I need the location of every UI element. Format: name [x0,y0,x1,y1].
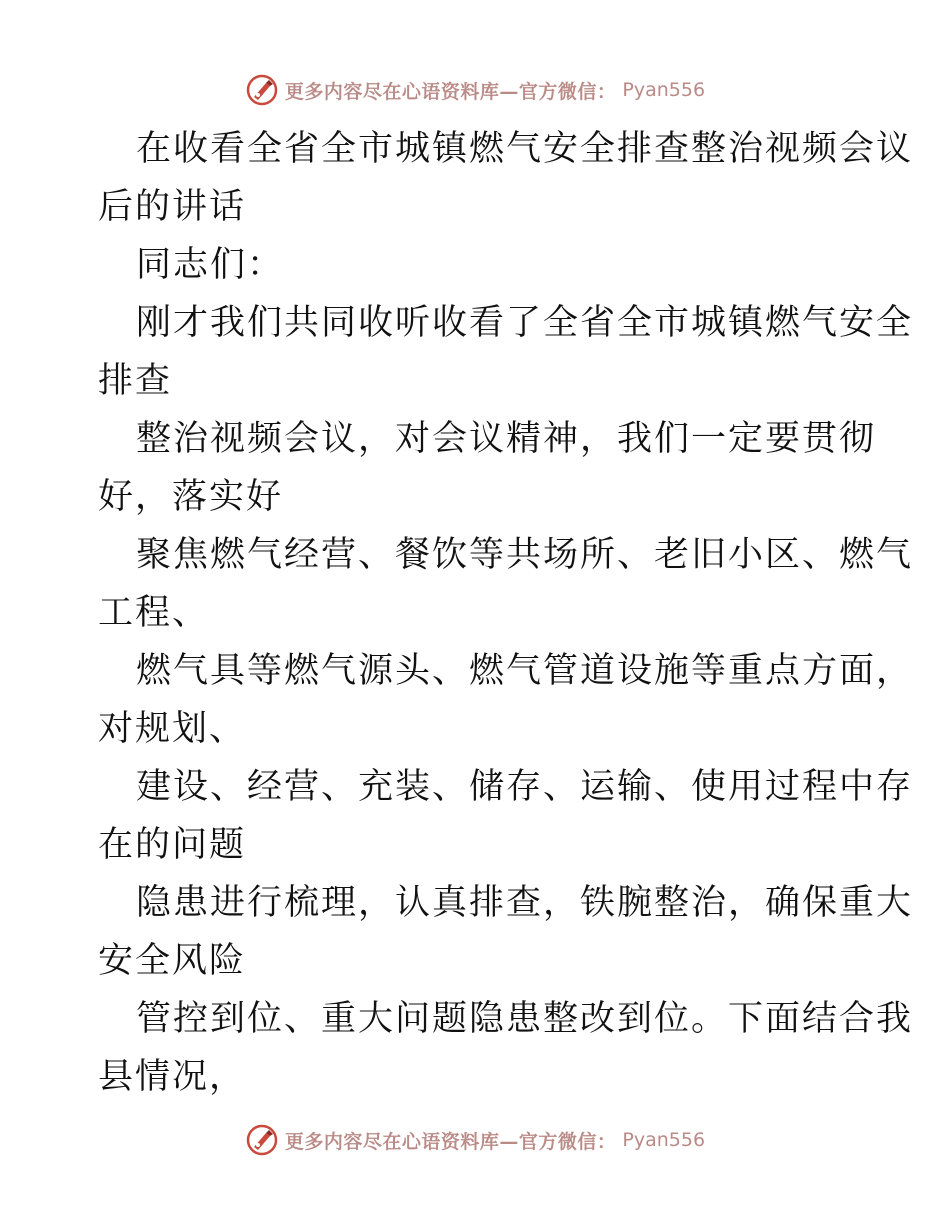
watermark-handle: Pyan556 [622,1129,706,1151]
text-line: 好，落实好 [98,477,284,517]
text-line: 县情况， [98,1057,247,1097]
text-line: 建设、经营、充装、储存、运输、使用过程中存 [136,767,914,807]
text-line: 整治视频会议，对会议精神，我们一定要贯彻 [136,419,877,459]
text-line: 工程、 [98,593,210,633]
text-line: 聚焦燃气经营、餐饮等共场所、老旧小区、燃气 [136,535,914,575]
text-line: 刚才我们共同收听收看了全省全市城镇燃气安全 [136,303,914,343]
text-line: 后的讲话 [98,187,247,227]
text-line: 安全风险 [98,941,247,981]
text-line: 对规划、 [98,709,247,749]
pen-nib-logo-icon [245,73,279,107]
watermark-text: 更多内容尽在心语资料库—官方微信： [284,1130,617,1153]
text-line: 隐患进行梳理，认真排查，铁腕整治，确保重大 [136,883,914,923]
text-line: 燃气具等燃气源头、燃气管道设施等重点方面， [136,651,914,691]
text-line: 在的问题 [98,825,247,865]
pen-nib-logo-icon [245,1123,279,1157]
text-line: 同志们： [136,245,285,285]
text-line: 在收看全省全市城镇燃气安全排查整治视频会议 [136,129,914,169]
header-watermark [0,70,950,110]
watermark-text: 更多内容尽在心语资料库—官方微信： [284,80,617,103]
text-line: 管控到位、重大问题隐患整改到位。下面结合我 [136,999,914,1039]
document-body [98,120,914,1106]
watermark-handle: Pyan556 [622,79,706,101]
text-line: 排查 [98,361,173,401]
footer-watermark [0,1120,950,1160]
